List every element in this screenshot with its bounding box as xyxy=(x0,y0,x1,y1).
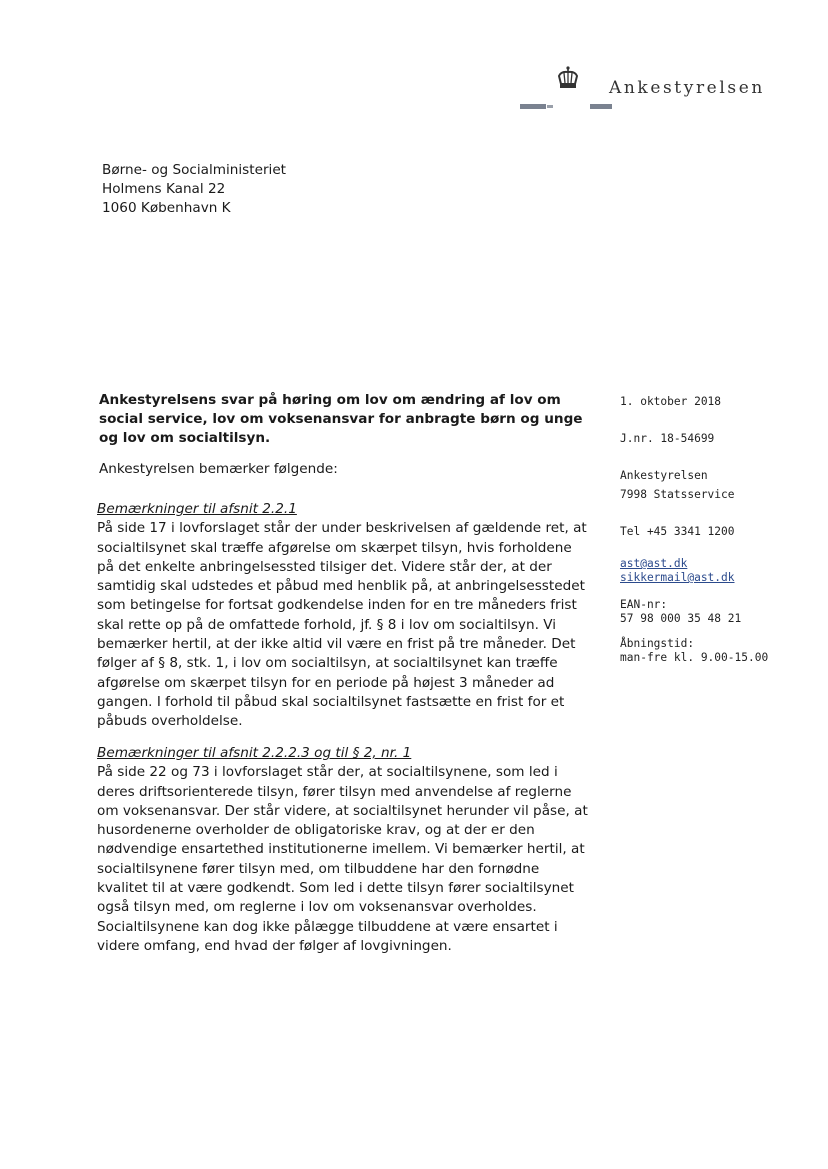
letter-date: 1. oktober 2018 xyxy=(620,395,722,408)
sender-address: 7998 Statsservice xyxy=(620,488,735,501)
royal-crown-icon xyxy=(556,66,580,92)
opening-hours-value: man-fre kl. 9.00-15.00 xyxy=(620,651,769,664)
journal-number: J.nr. 18-54699 xyxy=(620,432,715,445)
decor-bar xyxy=(590,104,612,109)
section-body: På side 22 og 73 i lovforslaget står der, at socialtilsynene, som led i deres driftsorienterede tilsyn, fører tilsyn med anvendelse af reglerne om voksenansvar. Der står videre, at socialtilsynet herunder vil påse, at husordenerne overholder de obligatoriske krav, og at der er den nødvendige ensartethed institutionerne imellem. Vi bemærker hertil, at socialtilsynene fører tilsyn med, om tilbuddene har den fornødne kvalitet til at være godkendt. Som led i dette tilsyn fører socialtilsynet også tilsyn med, om reglerne i lov om voksenansvar overholdes. Socialtilsynene kan dog ikke pålægge tilbuddene at være ensartet i videre omfang, end hvad der følger af lovgivningen. xyxy=(97,764,588,954)
section-body: På side 17 i lovforslaget står der under beskrivelsen af gældende ret, at socialtilsynet skal træffe afgørelse om skærpet tilsyn, hvis forholdene på det enkelte anbringelsessted tilsiger det. Videre står der, at der samtidig skal udstedes et påbud med henblik på, at anbringelsesstedet som betingelse for fortsat godkendelse inden for en tre måneders frist skal rette op på de omfattede forhold, jf. § 8 i lov om socialtilsyn. Vi bemærker hertil, at der ikke altid vil være en frist på tre måneder. Det følger af § 8, stk. 1, i lov om socialtilsyn, at socialtilsynet kan træffe afgørelse om skærpet tilsyn for en periode på højest 3 måneder ad gangen. I forhold til påbud skal socialtilsynet fastsætte en frist for et påbuds overholdelse. xyxy=(97,520,587,730)
brand-name: Ankestyrelsen xyxy=(609,78,765,98)
email-link[interactable]: ast@ast.dk xyxy=(620,557,688,570)
ean-value: 57 98 000 35 48 21 xyxy=(620,612,742,625)
recipient-line: Holmens Kanal 22 xyxy=(102,181,226,197)
letterhead xyxy=(520,64,790,114)
opening-hours-label: Åbningstid: xyxy=(620,637,695,650)
ean-label: EAN-nr: xyxy=(620,598,668,611)
sender-name: Ankestyrelsen xyxy=(620,469,708,482)
decor-bar xyxy=(520,104,546,109)
section-heading: Bemærkninger til afsnit 2.2.2.3 og til § 2, nr. 1 xyxy=(97,745,412,761)
decor-bar xyxy=(547,105,553,108)
secure-email-link[interactable]: sikkermail@ast.dk xyxy=(620,571,735,584)
recipient-address xyxy=(102,161,286,218)
letter-subject: Ankestyrelsens svar på høring om lov om ændring af lov om social service, lov om voksenansvar for anbragte børn og unge og lov om socialtilsyn. xyxy=(99,392,583,446)
recipient-line: 1060 København K xyxy=(102,200,231,216)
section-heading: Bemærkninger til afsnit 2.2.1 xyxy=(97,501,297,517)
remark-section xyxy=(97,500,591,732)
recipient-line: Børne- og Socialministeriet xyxy=(102,162,287,178)
remark-section xyxy=(97,744,591,956)
letter-intro: Ankestyrelsen bemærker følgende: xyxy=(99,461,338,477)
sender-phone: Tel +45 3341 1200 xyxy=(620,525,735,538)
